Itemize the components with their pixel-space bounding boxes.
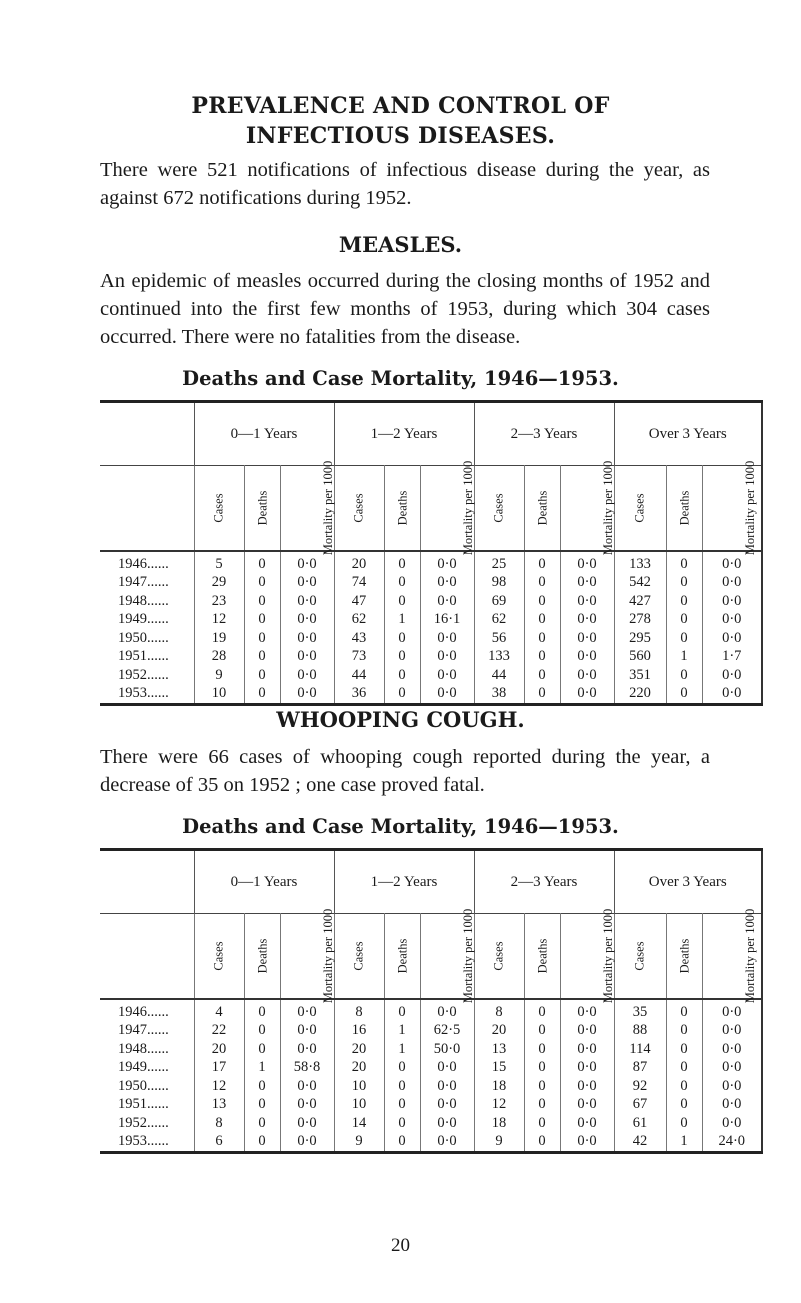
value-cell: 0 [244,685,280,705]
value-cell: 0 [244,1133,280,1153]
value-cell: 8 [194,1114,244,1133]
value-cell: 87 [614,1059,666,1078]
value-cell: 38 [474,685,524,705]
value-cell: 6 [194,1133,244,1153]
value-cell: 67 [614,1096,666,1115]
value-cell: 220 [614,685,666,705]
column-label-text: Deaths [535,490,549,525]
stub-label-cell [100,466,194,552]
value-cell: 0·0 [702,629,762,648]
value-cell: 0 [524,1114,560,1133]
column-label-text: Mortality per 1000 [460,908,475,1003]
value-cell: 0·0 [702,1096,762,1115]
value-cell: 0·0 [560,1077,614,1096]
value-cell: 0 [244,1022,280,1041]
value-cell: 0·0 [420,629,474,648]
table-row [100,685,762,705]
value-cell: 0 [666,1022,702,1041]
value-cell: 0·0 [280,1096,334,1115]
value-cell: 0 [244,592,280,611]
whooping-cough-heading: WHOOPING COUGH. [276,707,525,732]
value-cell: 0 [666,551,702,574]
value-cell: 0 [244,574,280,593]
value-cell: 278 [614,611,666,630]
value-cell: 62·5 [420,1022,474,1041]
value-cell: 10 [334,1096,384,1115]
column-label [244,466,280,552]
year-cell: 1952...... [118,1114,169,1131]
value-cell: 0·0 [560,648,614,667]
table-row [100,1040,762,1059]
value-cell: 0 [666,999,702,1022]
table-row [100,666,762,685]
column-label [334,914,384,1000]
value-cell: 0 [666,592,702,611]
value-cell: 0·0 [702,574,762,593]
column-label-text: Mortality per 1000 [460,460,475,555]
value-cell: 0 [524,551,560,574]
column-label-text: Deaths [255,938,269,973]
value-cell: 22 [194,1022,244,1041]
value-cell: 0 [666,1059,702,1078]
value-cell: 0 [384,999,420,1022]
value-cell: 17 [194,1059,244,1078]
column-label [560,460,615,555]
value-cell: 8 [334,999,384,1022]
column-label [614,914,666,1000]
value-cell: 133 [474,648,524,667]
value-cell: 0·0 [420,685,474,705]
value-cell: 0·0 [420,1096,474,1115]
column-label [420,908,475,1003]
value-cell: 560 [614,648,666,667]
value-cell: 28 [194,648,244,667]
value-cell: 16·1 [420,611,474,630]
value-cell: 0·0 [280,1077,334,1096]
value-cell: 0·0 [420,648,474,667]
value-cell: 0·0 [560,666,614,685]
value-cell: 0 [666,1077,702,1096]
value-cell: 0·0 [280,592,334,611]
value-cell: 62 [474,611,524,630]
value-cell: 0·0 [420,1077,474,1096]
value-cell: 0 [244,1114,280,1133]
column-label-text: Mortality per 1000 [742,908,757,1003]
value-cell: 9 [474,1133,524,1153]
table-row [100,1096,762,1115]
value-cell: 58·8 [280,1059,334,1078]
value-cell: 0·0 [420,551,474,574]
value-cell: 36 [334,685,384,705]
value-cell: 0·0 [420,666,474,685]
year-cell: 1950...... [118,1077,169,1094]
year-cell: 1949...... [118,1059,169,1076]
value-cell: 73 [334,648,384,667]
column-label [666,914,702,1000]
value-cell: 88 [614,1022,666,1041]
age-group-header: 2—3 Years [474,402,614,466]
column-label [280,460,335,555]
value-cell: 295 [614,629,666,648]
value-cell: 0·0 [560,685,614,705]
column-label [334,466,384,552]
value-cell: 0 [244,611,280,630]
value-cell: 0·0 [420,999,474,1022]
table-row [100,1133,762,1153]
value-cell: 13 [474,1040,524,1059]
value-cell: 427 [614,592,666,611]
column-label-text: Cases [491,492,506,523]
whooping-cough-mortality-table [100,848,763,1154]
column-label-text: Deaths [395,490,409,525]
value-cell: 0·0 [560,551,614,574]
value-cell: 0 [244,551,280,574]
value-cell: 0 [384,629,420,648]
table-row [100,551,762,574]
column-label [702,460,762,555]
value-cell: 0 [666,574,702,593]
value-cell: 0·0 [560,1040,614,1059]
value-cell: 0 [524,648,560,667]
year-cell: 1946...... [118,555,169,572]
value-cell: 0 [666,666,702,685]
measles-table-title: Deaths and Case Mortality, 1946—1953. [182,367,619,390]
value-cell: 0·0 [702,611,762,630]
column-label [474,914,524,1000]
year-cell: 1953...... [118,1133,169,1150]
value-cell: 0 [524,592,560,611]
year-cell: 1947...... [118,574,169,591]
value-cell: 0 [244,1077,280,1096]
value-cell: 0·0 [560,574,614,593]
age-group-header: Over 3 Years [614,402,762,466]
page-number: 20 [391,1235,410,1256]
value-cell: 0·0 [280,629,334,648]
value-cell: 0 [524,1022,560,1041]
column-label [280,908,335,1003]
value-cell: 0·0 [560,1096,614,1115]
value-cell: 0·0 [560,1133,614,1153]
value-cell: 44 [474,666,524,685]
value-cell: 0·0 [420,592,474,611]
value-cell: 0·0 [280,648,334,667]
column-label-text: Cases [491,940,506,971]
value-cell: 0 [384,666,420,685]
value-cell: 0·0 [702,1040,762,1059]
value-cell: 0·0 [702,1059,762,1078]
age-group-header: 1—2 Years [334,402,474,466]
column-label-text: Cases [351,492,366,523]
value-cell: 0 [524,629,560,648]
column-label-text: Deaths [677,938,691,973]
value-cell: 0 [244,666,280,685]
value-cell: 62 [334,611,384,630]
value-cell: 0·0 [702,551,762,574]
value-cell: 69 [474,592,524,611]
value-cell: 19 [194,629,244,648]
value-cell: 0·0 [280,1133,334,1153]
value-cell: 542 [614,574,666,593]
column-label [420,460,475,555]
year-cell: 1950...... [118,629,169,646]
value-cell: 0 [384,1114,420,1133]
value-cell: 61 [614,1114,666,1133]
table-row [100,999,762,1022]
column-label-text: Cases [211,492,226,523]
value-cell: 0 [244,999,280,1022]
year-cell: 1948...... [118,1040,169,1057]
stub-header [100,402,194,466]
value-cell: 1 [384,1022,420,1041]
value-cell: 0 [524,1077,560,1096]
value-cell: 0 [524,1059,560,1078]
value-cell: 0 [384,1059,420,1078]
value-cell: 0·0 [420,1114,474,1133]
value-cell: 0·0 [280,551,334,574]
whooping-cough-paragraph: There were 66 cases of whooping cough reported during the year, a decrease of 35 on 1952 ; one case proved fatal. [100,746,710,796]
table-row [100,629,762,648]
value-cell: 15 [474,1059,524,1078]
value-cell: 0·0 [560,999,614,1022]
value-cell: 0·0 [560,611,614,630]
value-cell: 0·0 [420,574,474,593]
value-cell: 8 [474,999,524,1022]
value-cell: 0·0 [702,666,762,685]
value-cell: 12 [194,1077,244,1096]
value-cell: 35 [614,999,666,1022]
value-cell: 0·0 [702,1022,762,1041]
value-cell: 74 [334,574,384,593]
year-cell: 1948...... [118,592,169,609]
value-cell: 56 [474,629,524,648]
value-cell: 5 [194,551,244,574]
measles-heading: MEASLES. [338,232,463,257]
column-label [244,914,280,1000]
value-cell: 0 [666,1096,702,1115]
value-cell: 0·0 [280,1022,334,1041]
column-label-text: Mortality per 1000 [600,460,615,555]
whooping-cough-table-title: Deaths and Case Mortality, 1946—1953. [182,815,619,838]
value-cell: 0·0 [280,574,334,593]
value-cell: 0·0 [280,685,334,705]
table-row [100,1022,762,1041]
value-cell: 0 [524,685,560,705]
year-cell: 1953...... [118,685,169,702]
value-cell: 44 [334,666,384,685]
value-cell: 10 [334,1077,384,1096]
year-cell: 1947...... [118,1022,169,1039]
column-label-text: Deaths [395,938,409,973]
value-cell: 0·0 [280,1040,334,1059]
value-cell: 0 [524,1096,560,1115]
value-cell: 0·0 [420,1133,474,1153]
value-cell: 0 [524,1133,560,1153]
value-cell: 0·0 [702,999,762,1022]
value-cell: 0·0 [702,1077,762,1096]
measles-mortality-table [100,400,763,706]
value-cell: 0·0 [702,592,762,611]
column-label [614,466,666,552]
column-label [194,466,244,552]
year-cell: 1946...... [118,1003,169,1020]
value-cell: 0 [384,1133,420,1153]
value-cell: 0 [384,1077,420,1096]
value-cell: 20 [334,1040,384,1059]
value-cell: 0 [666,1114,702,1133]
value-cell: 0 [666,629,702,648]
value-cell: 0·0 [560,1022,614,1041]
value-cell: 12 [474,1096,524,1115]
age-group-header: 1—2 Years [334,850,474,914]
value-cell: 1 [384,611,420,630]
value-cell: 0 [524,574,560,593]
value-cell: 1 [384,1040,420,1059]
value-cell: 351 [614,666,666,685]
column-label-text: Mortality per 1000 [320,908,335,1003]
value-cell: 0 [244,648,280,667]
value-cell: 0 [524,611,560,630]
value-cell: 0·0 [560,1059,614,1078]
value-cell: 114 [614,1040,666,1059]
value-cell: 0 [666,685,702,705]
value-cell: 133 [614,551,666,574]
value-cell: 0 [244,629,280,648]
year-cell: 1952...... [118,666,169,683]
stub-header [100,850,194,914]
value-cell: 47 [334,592,384,611]
value-cell: 0·0 [280,666,334,685]
value-cell: 0 [384,685,420,705]
value-cell: 23 [194,592,244,611]
value-cell: 0 [384,1096,420,1115]
page-title-line-1: PREVALENCE AND CONTROL OF [191,93,610,119]
value-cell: 0 [384,592,420,611]
intro-paragraph: There were 521 notifications of infectious disease during the year, as against 672 notifications during 1952. [100,159,710,209]
value-cell: 1·7 [702,648,762,667]
value-cell: 0·0 [420,1059,474,1078]
value-cell: 1 [244,1059,280,1078]
column-label [702,908,762,1003]
value-cell: 92 [614,1077,666,1096]
value-cell: 20 [474,1022,524,1041]
column-label-text: Cases [351,940,366,971]
value-cell: 18 [474,1077,524,1096]
column-label-text: Mortality per 1000 [320,460,335,555]
column-label-text: Mortality per 1000 [742,460,757,555]
column-label-text: Deaths [677,490,691,525]
stub-label-cell [100,914,194,1000]
table-row [100,574,762,593]
value-cell: 0·0 [280,999,334,1022]
year-cell: 1951...... [118,1096,169,1113]
value-cell: 18 [474,1114,524,1133]
value-cell: 1 [666,1133,702,1153]
page-title-line-2: INFECTIOUS DISEASES. [245,123,556,149]
column-label [524,466,560,552]
age-group-header: 0—1 Years [194,402,334,466]
value-cell: 16 [334,1022,384,1041]
age-group-header: 2—3 Years [474,850,614,914]
column-label [666,466,702,552]
value-cell: 24·0 [702,1133,762,1153]
value-cell: 20 [334,551,384,574]
value-cell: 1 [666,648,702,667]
age-group-header: Over 3 Years [614,850,762,914]
table-row [100,648,762,667]
table-row [100,1059,762,1078]
value-cell: 0 [524,999,560,1022]
value-cell: 0 [666,1040,702,1059]
value-cell: 0 [524,666,560,685]
value-cell: 14 [334,1114,384,1133]
value-cell: 0·0 [560,1114,614,1133]
column-label-text: Cases [632,940,647,971]
column-label-text: Cases [632,492,647,523]
value-cell: 98 [474,574,524,593]
value-cell: 0 [666,611,702,630]
table-row [100,1077,762,1096]
year-cell: 1949...... [118,611,169,628]
value-cell: 0·0 [560,592,614,611]
value-cell: 42 [614,1133,666,1153]
value-cell: 0 [524,1040,560,1059]
column-label [474,466,524,552]
column-label [560,908,615,1003]
value-cell: 13 [194,1096,244,1115]
column-label-text: Deaths [535,938,549,973]
value-cell: 9 [334,1133,384,1153]
value-cell: 29 [194,574,244,593]
value-cell: 0 [384,648,420,667]
value-cell: 0 [244,1096,280,1115]
value-cell: 43 [334,629,384,648]
value-cell: 10 [194,685,244,705]
value-cell: 9 [194,666,244,685]
column-label [194,914,244,1000]
column-label-text: Mortality per 1000 [600,908,615,1003]
value-cell: 0 [384,574,420,593]
value-cell: 50·0 [420,1040,474,1059]
value-cell: 0 [244,1040,280,1059]
column-label-text: Deaths [255,490,269,525]
value-cell: 0·0 [280,611,334,630]
table-row [100,592,762,611]
table-row [100,1114,762,1133]
value-cell: 4 [194,999,244,1022]
year-cell: 1951...... [118,648,169,665]
column-label-text: Cases [211,940,226,971]
measles-paragraph: An epidemic of measles occurred during the closing months of 1952 and continued into the first few months of 1953, during which 304 cases occurred. There were no fatalities from the disease. [100,270,710,348]
age-group-header: 0—1 Years [194,850,334,914]
value-cell: 0 [384,551,420,574]
value-cell: 20 [194,1040,244,1059]
value-cell: 0·0 [560,629,614,648]
table-row [100,611,762,630]
value-cell: 0·0 [702,1114,762,1133]
value-cell: 20 [334,1059,384,1078]
value-cell: 25 [474,551,524,574]
column-label [384,914,420,1000]
value-cell: 0·0 [280,1114,334,1133]
value-cell: 0·0 [702,685,762,705]
column-label [384,466,420,552]
value-cell: 12 [194,611,244,630]
column-label [524,914,560,1000]
